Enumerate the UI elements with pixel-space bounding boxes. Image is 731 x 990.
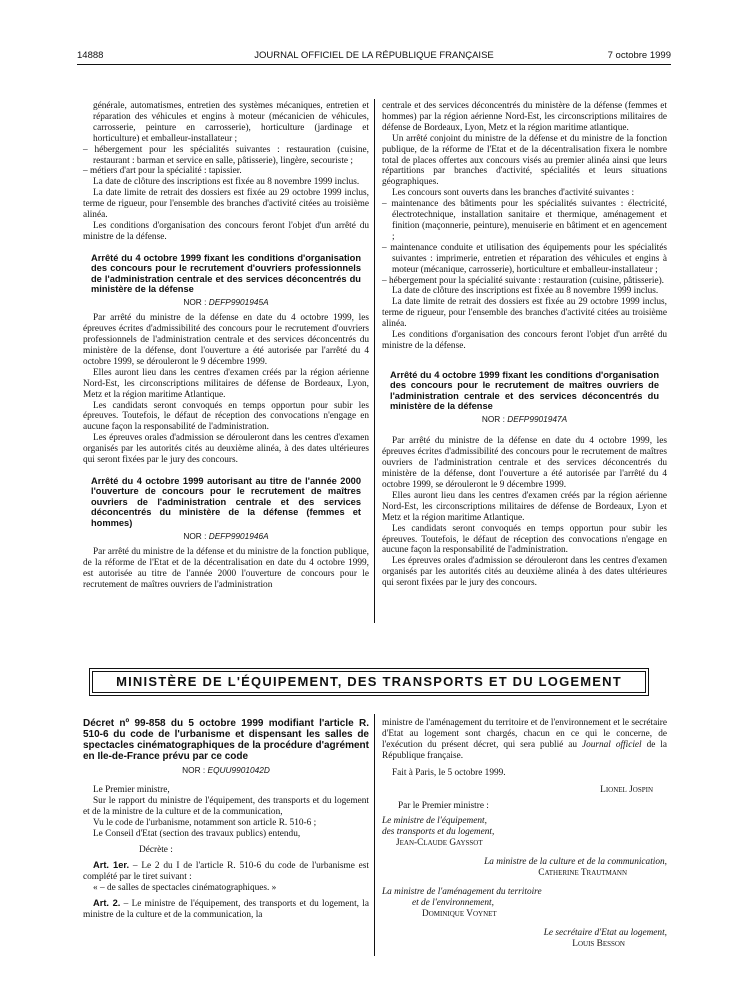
decree-title: Décret nº 99-858 du 5 octobre 1999 modifiant l'article R. 510-6 du code de l'urbanisme et dispensant les salles de spectacles cinématographiques de la procédure d'agrément en Ile-de-France prévu par ce code [83, 718, 369, 762]
ministry-banner-title: MINISTÈRE DE L'ÉQUIPEMENT, DES TRANSPORTS ET DU LOGEMENT [92, 671, 646, 693]
nor-reference: NOR : DEFP9901946A [183, 531, 269, 542]
fait-a-paris: Fait à Paris, le 5 octobre 1999. [392, 767, 506, 778]
paragraph: Elles auront lieu dans les centres d'examen créés par la région aérienne Nord-Est, les circonscriptions militaires de défense de Bordeaux, Lyon et Metz et la région maritime Atlantique. [382, 490, 667, 523]
issue-date: 7 octobre 1999 [607, 49, 671, 61]
paragraph: Vu le code de l'urbanisme, notamment son article R. 510-6 ; [93, 817, 317, 828]
journal-title: JOURNAL OFFICIEL DE LA RÉPUBLIQUE FRANÇAISE [254, 49, 494, 61]
paragraph: Par arrêté du ministre de la défense et du ministre de la fonction publique, de la réforme de l'Etat et de la décentralisation en date du 4 octobre 1999, est autorisée au titre de l'année 2000 l'ouverture de concours pour le recrutement de maîtres ouvriers de l'administration [83, 546, 369, 590]
article-1: Art. 1er. – Le 2 du I de l'article R. 510-6 du code de l'urbanisme est complété par le tiret suivant : [83, 860, 369, 883]
decrete-label: Décrète : [139, 845, 173, 856]
paragraph: Les candidats seront convoqués en temps opportun pour subir les épreuves. Toutefois, le défaut de réception des convocations n'engage en aucune façon la responsabilité de l'administration. [83, 400, 369, 433]
signature-gayssot: Jean-Claude Gayssot [396, 838, 483, 849]
page-header [77, 49, 671, 63]
paragraph: La date de clôture des inscriptions est fixée au 8 novembre 1999 inclus. [93, 177, 360, 188]
paragraph: Les épreuves orales d'admission se dérouleront dans les centres d'examen organisés par les autorités cités au deuxième alinéa, à des dates ultérieures qui seront fixées par le jury des concours. [83, 433, 369, 466]
column-separator [374, 99, 375, 623]
continued-list-item: générale, automatismes, entretien des systèmes mécaniques, entretien et réparation des véhicules et engins à moteur (mécanicien de véhicules, carrosserie, peinture en carrosserie), horticulture (jardinage et horticulture) et emballeur-installateur ; [93, 101, 369, 144]
signature-jospin: Lionel Jospin [600, 784, 653, 795]
signature-besson: Louis Besson [572, 938, 625, 949]
paragraph: Les conditions d'organisation des concours feront l'objet d'un arrêté du ministre de la défense. [382, 330, 667, 351]
ministry-banner [89, 668, 649, 696]
right-column-top [382, 101, 667, 589]
header-rule [77, 64, 671, 65]
paragraph: Un arrêté conjoint du ministre de la défense et du ministre de la fonction publique, de la réforme de l'Etat et de la décentralisation fixera le nombre total de places offertes aux concours visés au premier alinéa ainsi que leurs répartitions par branches d'activité, spécialités et leurs situations géographiques. [382, 133, 667, 188]
paragraph: Les épreuves orales d'admission se dérouleront dans les centres d'examen organisés par les autorités cités au deuxième alinéa à des dates ultérieures qui seront fixées par le jury des concours. [382, 556, 667, 589]
nor-reference: NOR : EQUU9901042D [182, 765, 270, 775]
minister-title: des transports et du logement, [382, 827, 495, 838]
left-column-top [83, 101, 369, 591]
par-premier-ministre: Par le Premier ministre : [398, 801, 489, 812]
minister-title: et de l'environnement, [412, 897, 494, 908]
list-item: – maintenance des bâtiments pour les spécialités suivantes : électricité, électrotechnique, installation sanitaire et thermique, aménagement et finition (maçonnerie, peinture), menuiserie en bâtiment et en agencement ; [382, 199, 667, 242]
right-column-bottom [382, 718, 667, 949]
nor-reference: NOR : DEFP9901945A [183, 297, 269, 308]
minister-title: La ministre de la culture et de la communication, [484, 857, 667, 868]
paragraph: Les candidats seront convoqués en temps opportun pour subir les épreuves. Toutefois, le défaut de réception des convocations n'engage en aucune façon la responsabilité de l'administration. [382, 523, 667, 556]
left-column-bottom [83, 718, 369, 921]
column-separator [374, 714, 375, 956]
article-title: Arrêté du 4 octobre 1999 fixant les conditions d'organisation des concours pour le recrutement d'ouvriers professionnels de l'administration centrale et des services déconcentrés du ministère de la défense [91, 252, 361, 294]
minister-title: Le secrétaire d'Etat au logement, [543, 927, 667, 938]
paragraph: Les conditions d'organisation des concours feront l'objet d'un arrêté du ministre de la défense. [83, 220, 369, 242]
article-1-quote: « – de salles de spectacles cinématographiques. » [93, 883, 277, 894]
paragraph: Le Premier ministre, [93, 784, 170, 795]
list-item: – hébergement pour la spécialité suivante : restauration (cuisine, pâtisserie). [382, 275, 664, 286]
paragraph: Par arrêté du ministre de la défense en date du 4 octobre 1999, les épreuves écrites d'admissibilité des concours pour le recrutement de maîtres ouvriers de l'administration centrale et des services déconcentrés du ministère de la défense, dont l'ouverture a été autorisée par l'arrêté du 4 octobre 1999, se dérouleront le 9 décembre 1999. [382, 436, 667, 490]
paragraph: La date de clôture des inscriptions est fixée au 8 novembre 1999 inclus. [392, 286, 659, 297]
signature-trautmann: Catherine Trautmann [538, 867, 627, 878]
list-item: – métiers d'art pour la spécialité : tapissier. [83, 166, 242, 177]
article-title: Arrêté du 4 octobre 1999 autorisant au titre de l'année 2000 l'ouverture de concours pour le recrutement de maîtres ouvriers de l'administration centrale et des services déconcentrés du ministère de la défense (femmes et hommes) [91, 476, 361, 528]
article-title: Arrêté du 4 octobre 1999 fixant les conditions d'organisation des concours pour le recrutement de maîtres ouvriers de l'administration centrale et des services déconcentrés du ministère de la défense [390, 369, 659, 412]
paragraph: Sur le rapport du ministre de l'équipement, des transports et du logement et de la ministre de la culture et de la communication, [83, 795, 369, 817]
article-2: Art. 2. – Le ministre de l'équipement, des transports et du logement, la ministre de la culture et de la communication, la [83, 898, 369, 920]
page-number: 14888 [77, 49, 104, 61]
paragraph: Elles auront lieu dans les centres d'examen créés par la région aérienne Nord-Est, les circonscriptions militaires de défense de Bordeaux, Lyon, Metz et la région maritime Atlantique. [83, 367, 369, 400]
paragraph: La date limite de retrait des dossiers est fixée au 29 octobre 1999 inclus, terme de rigueur, pour l'ensemble des branches d'activité citées au troisième alinéa. [83, 188, 369, 221]
nor-reference: NOR : DEFP9901947A [481, 414, 568, 425]
list-item: – maintenance conduite et utilisation des équipements pour les spécialités suivantes : imprimerie, entretien et réparation des véhicules et engins à moteur (mécanique, carrosserie), horticulture et emballeur-installateur ; [382, 242, 667, 275]
list-item: – hébergement pour les spécialités suivantes : restauration (cuisine, restaurant : barman et service en salle, pâtisserie), lingère, secouriste ; [83, 144, 369, 166]
signature-voynet: Dominique Voynet [422, 908, 497, 919]
paragraph: Les concours sont ouverts dans les branches d'activité suivantes : [392, 188, 635, 199]
paragraph: centrale et des services déconcentrés du ministère de la défense (femmes et hommes) par la région aérienne Nord-Est, les circonscriptions militaires de défense de Bordeaux, Lyon, Metz et la région maritime atlantique. [382, 101, 667, 133]
minister-title: Le ministre de l'équipement, [382, 816, 487, 827]
paragraph: La date limite de retrait des dossiers est fixée au 29 octobre 1999 inclus, terme de rigueur, pour l'ensemble des branches d'activité citées au troisième alinéa. [382, 297, 667, 330]
paragraph: Par arrêté du ministre de la défense en date du 4 octobre 1999, les épreuves écrites d'admissibilité des concours pour le recrutement d'ouvriers professionnels de l'administration centrale et des services déconcentrés du ministère de la défense, dont l'ouverture a été autorisée par l'arrêté du 4 octobre 1999, se dérouleront le 9 décembre 1999. [83, 313, 369, 367]
paragraph: Le Conseil d'Etat (section des travaux publics) entendu, [93, 828, 301, 839]
paragraph: ministre de l'aménagement du territoire et de l'environnement et le secrétaire d'Etat au logement sont chargés, chacun en ce qui le concerne, de l'exécution du présent décret, qui sera publié au Journal officiel de la République française. [382, 718, 668, 761]
minister-title: La ministre de l'aménagement du territoire [382, 886, 542, 897]
